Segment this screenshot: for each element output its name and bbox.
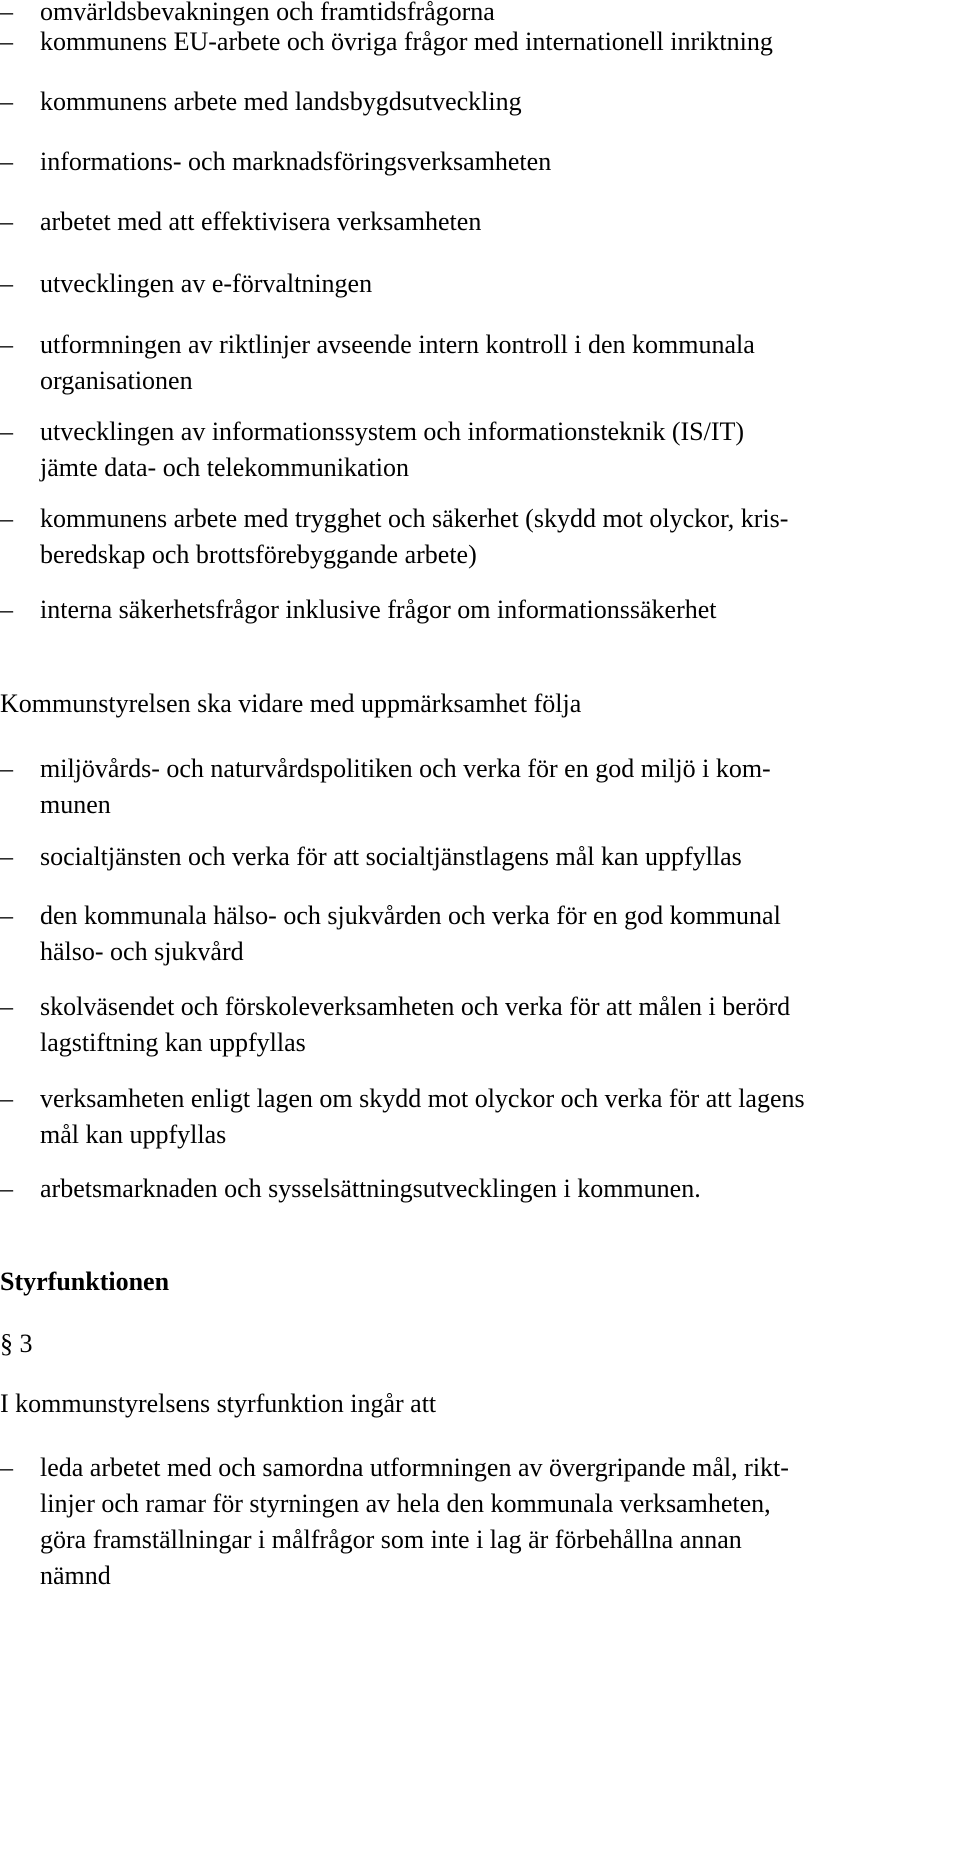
text-line: interna säkerhetsfrågor inklusive frågor om informationssäkerhet xyxy=(40,595,717,624)
list-item-text xyxy=(40,839,960,875)
text-line: arbetet med att effektivisera verksamheten xyxy=(40,207,482,236)
dash-bullet: – xyxy=(0,901,13,930)
dash-bullet: – xyxy=(0,330,13,359)
dash-bullet: – xyxy=(0,207,13,236)
list-item-text xyxy=(40,266,960,302)
text-line: socialtjänsten och verka för att socialtjänstlagens mål kan uppfyllas xyxy=(40,842,742,871)
text-line: jämte data- och telekommunikation xyxy=(40,453,409,482)
dash-bullet: – xyxy=(0,1453,13,1482)
list-item-text xyxy=(40,327,960,399)
list-item-text xyxy=(40,84,960,120)
list-item-text xyxy=(40,751,960,823)
paragraph-steering: I kommunstyrelsens styrfunktion ingår att xyxy=(0,1389,437,1418)
list-item-text xyxy=(40,592,960,628)
list-item-text xyxy=(40,989,960,1061)
list-item-text xyxy=(40,24,960,60)
dash-bullet: – xyxy=(0,0,13,26)
text-line: lagstiftning kan uppfyllas xyxy=(40,1028,306,1057)
dash-bullet: – xyxy=(0,417,13,446)
list-item-text xyxy=(40,501,960,573)
text-line: utvecklingen av e-förvaltningen xyxy=(40,269,373,298)
text-line: utformningen av riktlinjer avseende intern kontroll i den kommunala xyxy=(40,330,755,359)
dash-bullet: – xyxy=(0,27,13,56)
section-number: § 3 xyxy=(0,1329,33,1358)
list-item-text xyxy=(40,1171,960,1207)
text-line: organisationen xyxy=(40,366,193,395)
dash-bullet: – xyxy=(0,87,13,116)
list-item-text xyxy=(40,1450,960,1594)
dash-bullet: – xyxy=(0,754,13,783)
text-line: linjer och ramar för styrningen av hela den kommunala verksamheten, xyxy=(40,1489,771,1518)
dash-bullet: – xyxy=(0,504,13,533)
dash-bullet: – xyxy=(0,269,13,298)
text-line: miljövårds- och naturvårdspolitiken och verka för en god miljö i kom- xyxy=(40,754,771,783)
text-line: omvärldsbevakningen och framtidsfrågorna xyxy=(40,0,495,26)
text-line: den kommunala hälso- och sjukvården och verka för en god kommunal xyxy=(40,901,781,930)
text-line: beredskap och brottsförebyggande arbete) xyxy=(40,540,477,569)
list-item-text xyxy=(40,204,960,240)
text-line: hälso- och sjukvård xyxy=(40,937,244,966)
text-line: nämnd xyxy=(40,1561,111,1590)
dash-bullet: – xyxy=(0,1174,13,1203)
text-line: verksamheten enligt lagen om skydd mot olyckor och verka för att lagens xyxy=(40,1084,805,1113)
text-line: informations- och marknadsföringsverksamheten xyxy=(40,147,552,176)
text-line: utvecklingen av informationssystem och informationsteknik (IS/IT) xyxy=(40,417,745,446)
text-line: arbetsmarknaden och sysselsättningsutvecklingen i kommunen. xyxy=(40,1174,701,1203)
text-line: kommunens arbete med trygghet och säkerhet (skydd mot olyckor, kris- xyxy=(40,504,789,533)
dash-bullet: – xyxy=(0,595,13,624)
list-item-text xyxy=(40,414,960,486)
text-line: skolväsendet och förskoleverksamheten och verka för att målen i berörd xyxy=(40,992,791,1021)
list-item-text xyxy=(40,1081,960,1153)
list-item-text xyxy=(40,898,960,970)
section-heading: Styrfunktionen xyxy=(0,1267,170,1296)
text-line: leda arbetet med och samordna utformningen av övergripande mål, rikt- xyxy=(40,1453,789,1482)
text-line: göra framställningar i målfrågor som inte i lag är förbehållna annan xyxy=(40,1525,742,1554)
dash-bullet: – xyxy=(0,842,13,871)
text-line: munen xyxy=(40,790,111,819)
paragraph-intro-follow: Kommunstyrelsen ska vidare med uppmärksamhet följa xyxy=(0,689,582,718)
dash-bullet: – xyxy=(0,147,13,176)
dash-bullet: – xyxy=(0,992,13,1021)
text-line: kommunens arbete med landsbygdsutveckling xyxy=(40,87,522,116)
list-item-text xyxy=(40,144,960,180)
dash-bullet: – xyxy=(0,1084,13,1113)
text-line: mål kan uppfyllas xyxy=(40,1120,227,1149)
text-line: kommunens EU-arbete och övriga frågor med internationell inriktning xyxy=(40,27,773,56)
